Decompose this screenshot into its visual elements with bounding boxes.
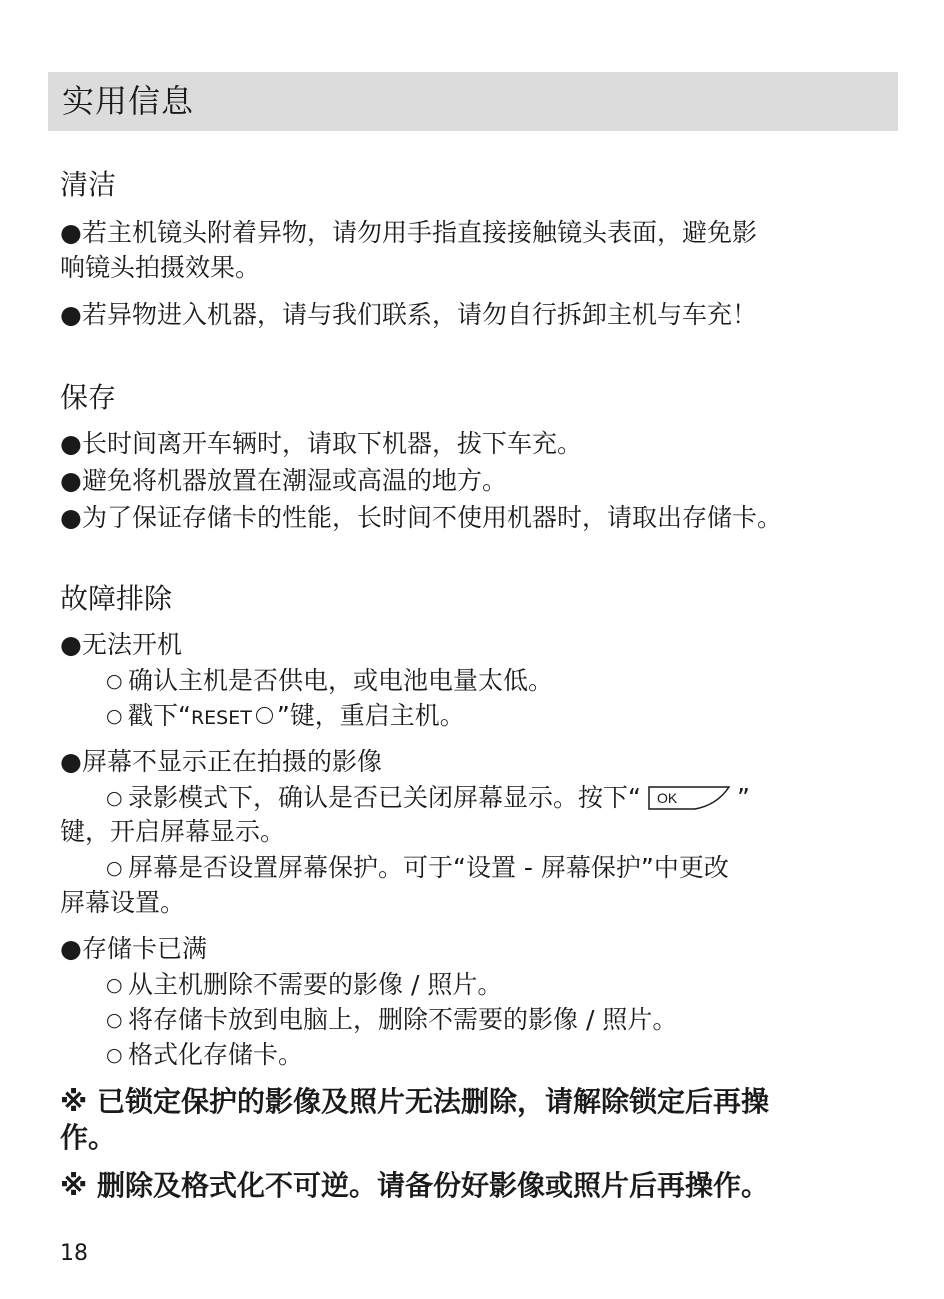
page-number: 18	[60, 1241, 88, 1266]
bullet-icon: ●	[60, 503, 82, 532]
cleaning-bullet-1-cont: 响镜头拍摄效果。	[60, 253, 261, 282]
bullet-icon: ●	[60, 934, 82, 963]
storage-bullet-3: ●为了保证存储卡的性能，长时间不使用机器时，请取出存储卡。	[60, 501, 782, 535]
bullet-icon: ●	[60, 429, 82, 458]
bullet-icon: ●	[60, 466, 82, 495]
circle-bullet-icon: ○	[106, 857, 123, 879]
storage-bullet-1: ●长时间离开车辆时，请取下机器，拔下车充。	[60, 427, 582, 461]
bullet-icon: ●	[60, 300, 82, 329]
card-step-2: ○ 将存储卡放到电脑上，删除不需要的影像 / 照片。	[106, 1003, 677, 1037]
screen-step-1-cont: 键，开启屏幕显示。	[60, 817, 286, 846]
storage-title: 保存	[60, 381, 117, 414]
note-locked-line-1: ※ 已锁定保护的影像及照片无法删除，请解除锁定后再操	[60, 1085, 769, 1118]
circle-bullet-icon: ○	[106, 1044, 123, 1066]
reset-key-label: RESET	[190, 707, 252, 729]
power-issue-title: ●无法开机	[60, 628, 182, 662]
card-step-1: ○ 从主机删除不需要的影像 / 照片。	[106, 968, 502, 1002]
card-full-title: ●存储卡已满	[60, 932, 207, 966]
bullet-icon: ●	[60, 630, 82, 659]
cleaning-bullet-2: ●若异物进入机器，请与我们联系，请勿自行拆卸主机与车充！	[60, 298, 757, 332]
note-locked-line-2: 作。	[60, 1121, 117, 1154]
bullet-icon: ●	[60, 747, 82, 776]
cleaning-title: 清洁	[60, 168, 117, 201]
circle-bullet-icon: ○	[106, 974, 123, 996]
cleaning-bullet-1: ●若主机镜头附着异物，请勿用手指直接接触镜头表面，避免影	[60, 216, 757, 250]
power-step-1: ○ 确认主机是否供电，或电池电量太低。	[106, 664, 553, 698]
screen-issue-title: ●屏幕不显示正在拍摄的影像	[60, 745, 382, 779]
card-step-3: ○ 格式化存储卡。	[106, 1038, 303, 1072]
storage-bullet-2: ●避免将机器放置在潮湿或高温的地方。	[60, 464, 507, 498]
circle-bullet-icon: ○	[106, 1009, 123, 1031]
circle-bullet-icon: ○	[106, 787, 123, 809]
troubleshooting-title: 故障排除	[60, 582, 173, 615]
screen-step-2: ○ 屏幕是否设置屏幕保护。可于“设置 - 屏幕保护”中更改	[106, 851, 729, 885]
bullet-icon: ●	[60, 218, 82, 247]
ok-key-icon	[647, 785, 731, 820]
ok-key-label: OK	[656, 790, 678, 806]
power-step-2: ○ 戳下“RESET ”键，重启主机。	[106, 699, 465, 735]
note-irreversible: ※ 删除及格式化不可逆。请备份好影像或照片后再操作。	[60, 1169, 769, 1202]
screen-step-1: ○ 录影模式下，确认是否已关闭屏幕显示。按下“ OK ”	[106, 781, 750, 820]
page-title: 实用信息	[62, 82, 195, 120]
reset-hole-icon	[256, 707, 273, 724]
circle-bullet-icon: ○	[106, 705, 123, 727]
screen-step-2-cont: 屏幕设置。	[60, 888, 186, 917]
section-header-bar	[48, 72, 898, 131]
circle-bullet-icon: ○	[106, 670, 123, 692]
